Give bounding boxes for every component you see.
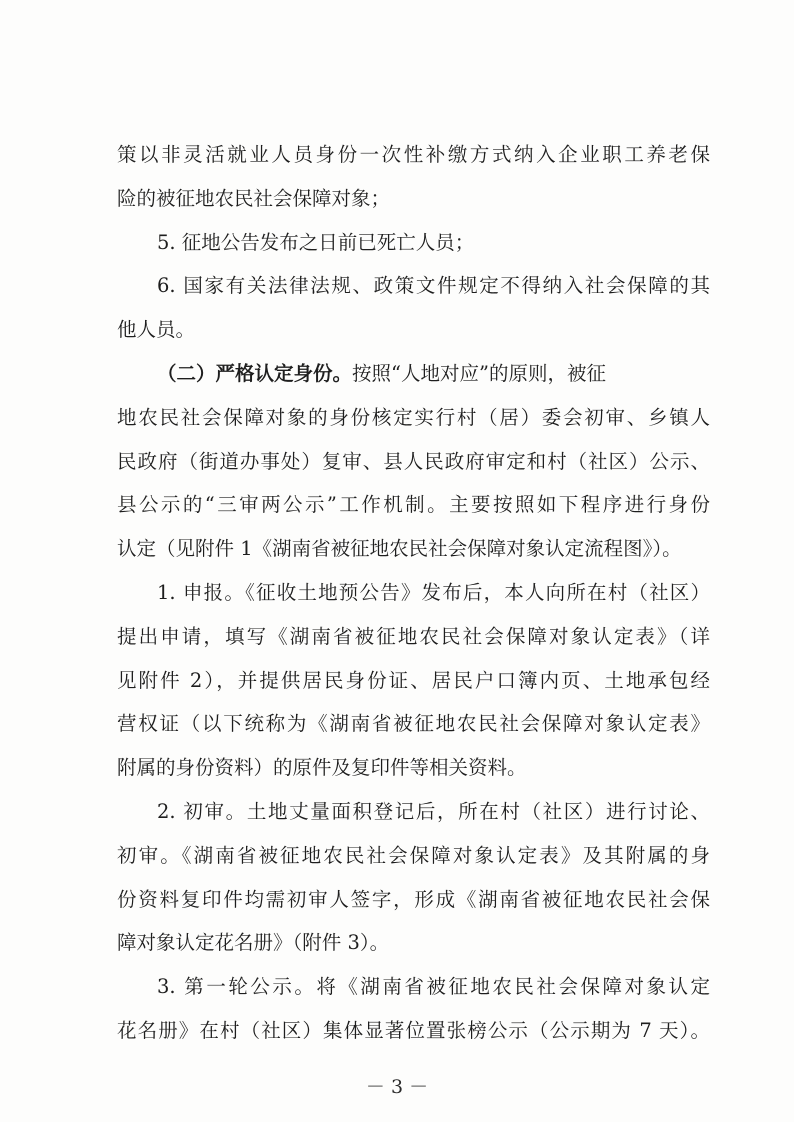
text-line: 初审。《湖南省被征地农民社会保障对象认定表》及其附属的身	[117, 844, 710, 867]
procedure-step-2: 2. 初审。土地丈量面积登记后，所在村（社区）进行讨论、	[157, 800, 710, 823]
text-line: 营权证（以下统称为《湖南省被征地农民社会保障对象认定表》	[117, 712, 710, 735]
text-line: 策以非灵活就业人员身份一次性补缴方式纳入企业职工养老保	[117, 143, 710, 166]
list-item-6: 6. 国家有关法律法规、政策文件规定不得纳入社会保障的其	[157, 274, 710, 297]
text-line: 见附件 2），并提供居民身份证、居民户口簿内页、土地承包经	[117, 669, 710, 692]
text-line: 按照“人地对应”的原则，被征	[352, 362, 606, 385]
text-line: 障对象认定花名册》（附件 3）。	[117, 931, 390, 954]
text-line: 地农民社会保障对象的身份核定实行村（居）委会初审、乡镇人	[117, 406, 710, 429]
text-line: 份资料复印件均需初审人签字，形成《湖南省被征地农民社会保	[117, 888, 710, 911]
text-line: 民政府（街道办事处）复审、县人民政府审定和村（社区）公示、	[117, 450, 710, 473]
text-line: 认定（见附件 1《湖南省被征地农民社会保障对象认定流程图》）。	[117, 537, 682, 560]
page-number: － 3 －	[365, 1076, 429, 1098]
text-line: 附属的身份资料）的原件及复印件等相关资料。	[117, 756, 527, 779]
text-line: 险的被征地农民社会保障对象；	[117, 187, 391, 210]
text-line: 他人员。	[117, 318, 196, 341]
text-line: 花名册》在村（社区）集体显著位置张榜公示（公示期为 7 天）。	[117, 1019, 710, 1042]
section-heading-line	[157, 359, 710, 389]
text-line: 提出申请，填写《湖南省被征地农民社会保障对象认定表》（详	[117, 625, 710, 648]
section-heading-2: （二）严格认定身份。	[157, 362, 353, 385]
procedure-step-1: 1. 申报。《征收土地预公告》发布后，本人向所在村（社区）	[157, 581, 710, 604]
procedure-step-3: 3. 第一轮公示。将《湖南省被征地农民社会保障对象认定	[157, 975, 710, 998]
list-item-5: 5. 征地公告发布之日前已死亡人员；	[157, 231, 475, 254]
text-line: 县公示的“三审两公示”工作机制。主要按照如下程序进行身份	[117, 493, 710, 516]
